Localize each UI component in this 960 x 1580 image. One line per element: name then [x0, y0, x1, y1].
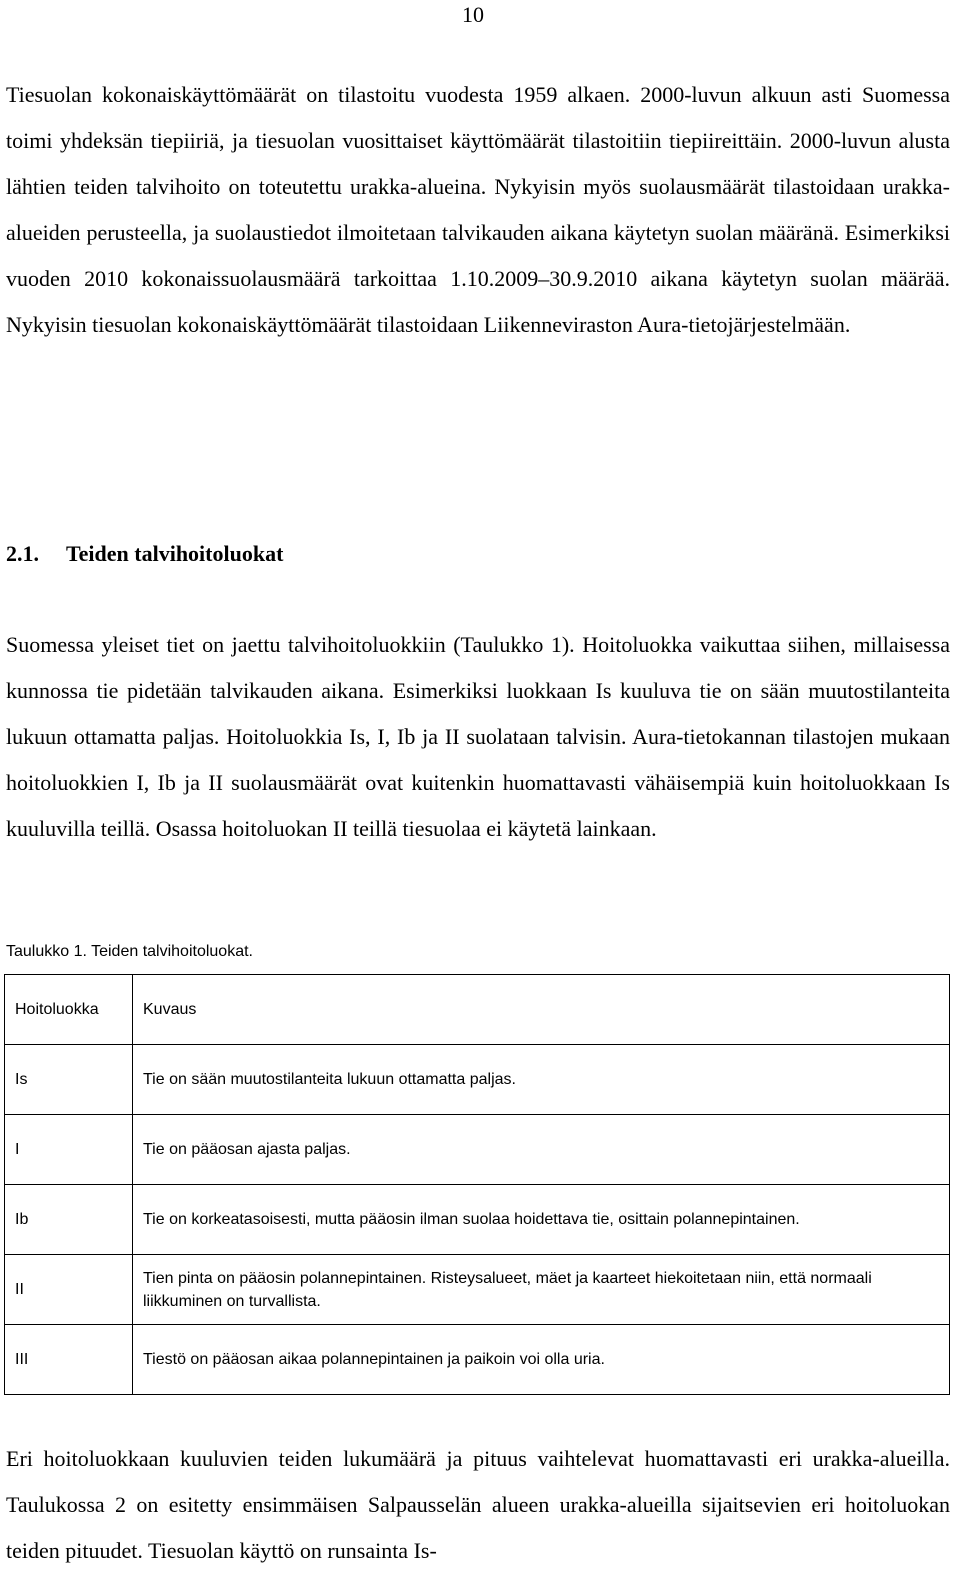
- section-heading: [6, 536, 283, 572]
- description-cell: Tie on pääosan ajasta paljas.: [133, 1115, 950, 1185]
- table-row: [5, 1185, 950, 1255]
- description-cell: Tiestö on pääosan aikaa polannepintainen ja paikoin voi olla uria.: [133, 1325, 950, 1395]
- class-cell: III: [5, 1325, 133, 1395]
- page-number: 10: [462, 2, 484, 27]
- header-class: Hoitoluokka: [5, 975, 133, 1045]
- section-number: 2.1.: [6, 541, 39, 566]
- description-cell: Tien pinta on pääosin polannepintainen. Risteysalueet, mäet ja kaarteet hiekoitetaan niin, että normaali liikkuminen on turvallista.: [133, 1255, 950, 1325]
- closing-paragraph: Eri hoitoluokkaan kuuluvien teiden lukumäärä ja pituus vaihtelevat huomattavasti eri urakka-alueilla. Taulukossa 2 on esitetty ensimmäisen Salpausselän alueen urakka-alueilla sijaitsevien eri hoitoluokan teiden pituudet. Tiesuolan käyttö on runsainta Is-: [6, 1446, 950, 1563]
- intro-paragraph: Tiesuolan kokonaiskäyttömäärät on tilastoitu vuodesta 1959 alkaen. 2000-luvun alkuun asti Suomessa toimi yhdeksän tiepiiriä, ja tiesuolan vuosittaiset käyttömäärät tilastoitiin tiepiireittäin. 2000-luvun alusta lähtien teiden talvihoito on toteutettu urakka-alueina. Nykyisin myös suolausmäärät tilastoidaan urakka-alueiden perusteella, ja suolaustiedot ilmoitetaan talvikauden aikana käytetyn suolan määränä. Esimerkiksi vuoden 2010 kokonaissuolausmäärä tarkoittaa 1.10.2009–30.9.2010 aikana käytetyn suolan määrää. Nykyisin tiesuolan kokonaiskäyttömäärät tilastoidaan Liikenneviraston Aura-tietojärjestelmään.: [6, 82, 950, 337]
- class-cell: Is: [5, 1045, 133, 1115]
- table-row: [5, 1045, 950, 1115]
- table-row: [5, 1115, 950, 1185]
- header-description: Kuvaus: [133, 975, 950, 1045]
- table-row: [5, 1325, 950, 1395]
- maintenance-class-table: [4, 974, 950, 1395]
- section-title: Teiden talvihoitoluokat: [66, 541, 284, 566]
- body-paragraph: Suomessa yleiset tiet on jaettu talvihoitoluokkiin (Taulukko 1). Hoitoluokka vaikuttaa siihen, millaisessa kunnossa tie pidetään talvikauden aikana. Esimerkiksi luokkaan Is kuuluva tie on sään muutostilanteita lukuun ottamatta paljas. Hoitoluokkia Is, I, Ib ja II suolataan talvisin. Aura-tietokannan tilastojen mukaan hoitoluokkien I, Ib ja II suolausmäärät ovat kuitenkin huomattavasti vähäisempiä kuin hoitoluokkaan Is kuuluvilla teillä. Osassa hoitoluokan II teillä tiesuolaa ei käytetä lainkaan.: [6, 632, 950, 841]
- description-cell: Tie on sään muutostilanteita lukuun ottamatta paljas.: [133, 1045, 950, 1115]
- description-cell: Tie on korkeatasoisesti, mutta pääosin ilman suolaa hoidettava tie, osittain polannepintainen.: [133, 1185, 950, 1255]
- class-cell: I: [5, 1115, 133, 1185]
- class-cell: II: [5, 1255, 133, 1325]
- class-cell: Ib: [5, 1185, 133, 1255]
- table-row: [5, 1255, 950, 1325]
- table-header-row: [5, 975, 950, 1045]
- table-caption: Taulukko 1. Teiden talvihoitoluokat.: [6, 943, 253, 960]
